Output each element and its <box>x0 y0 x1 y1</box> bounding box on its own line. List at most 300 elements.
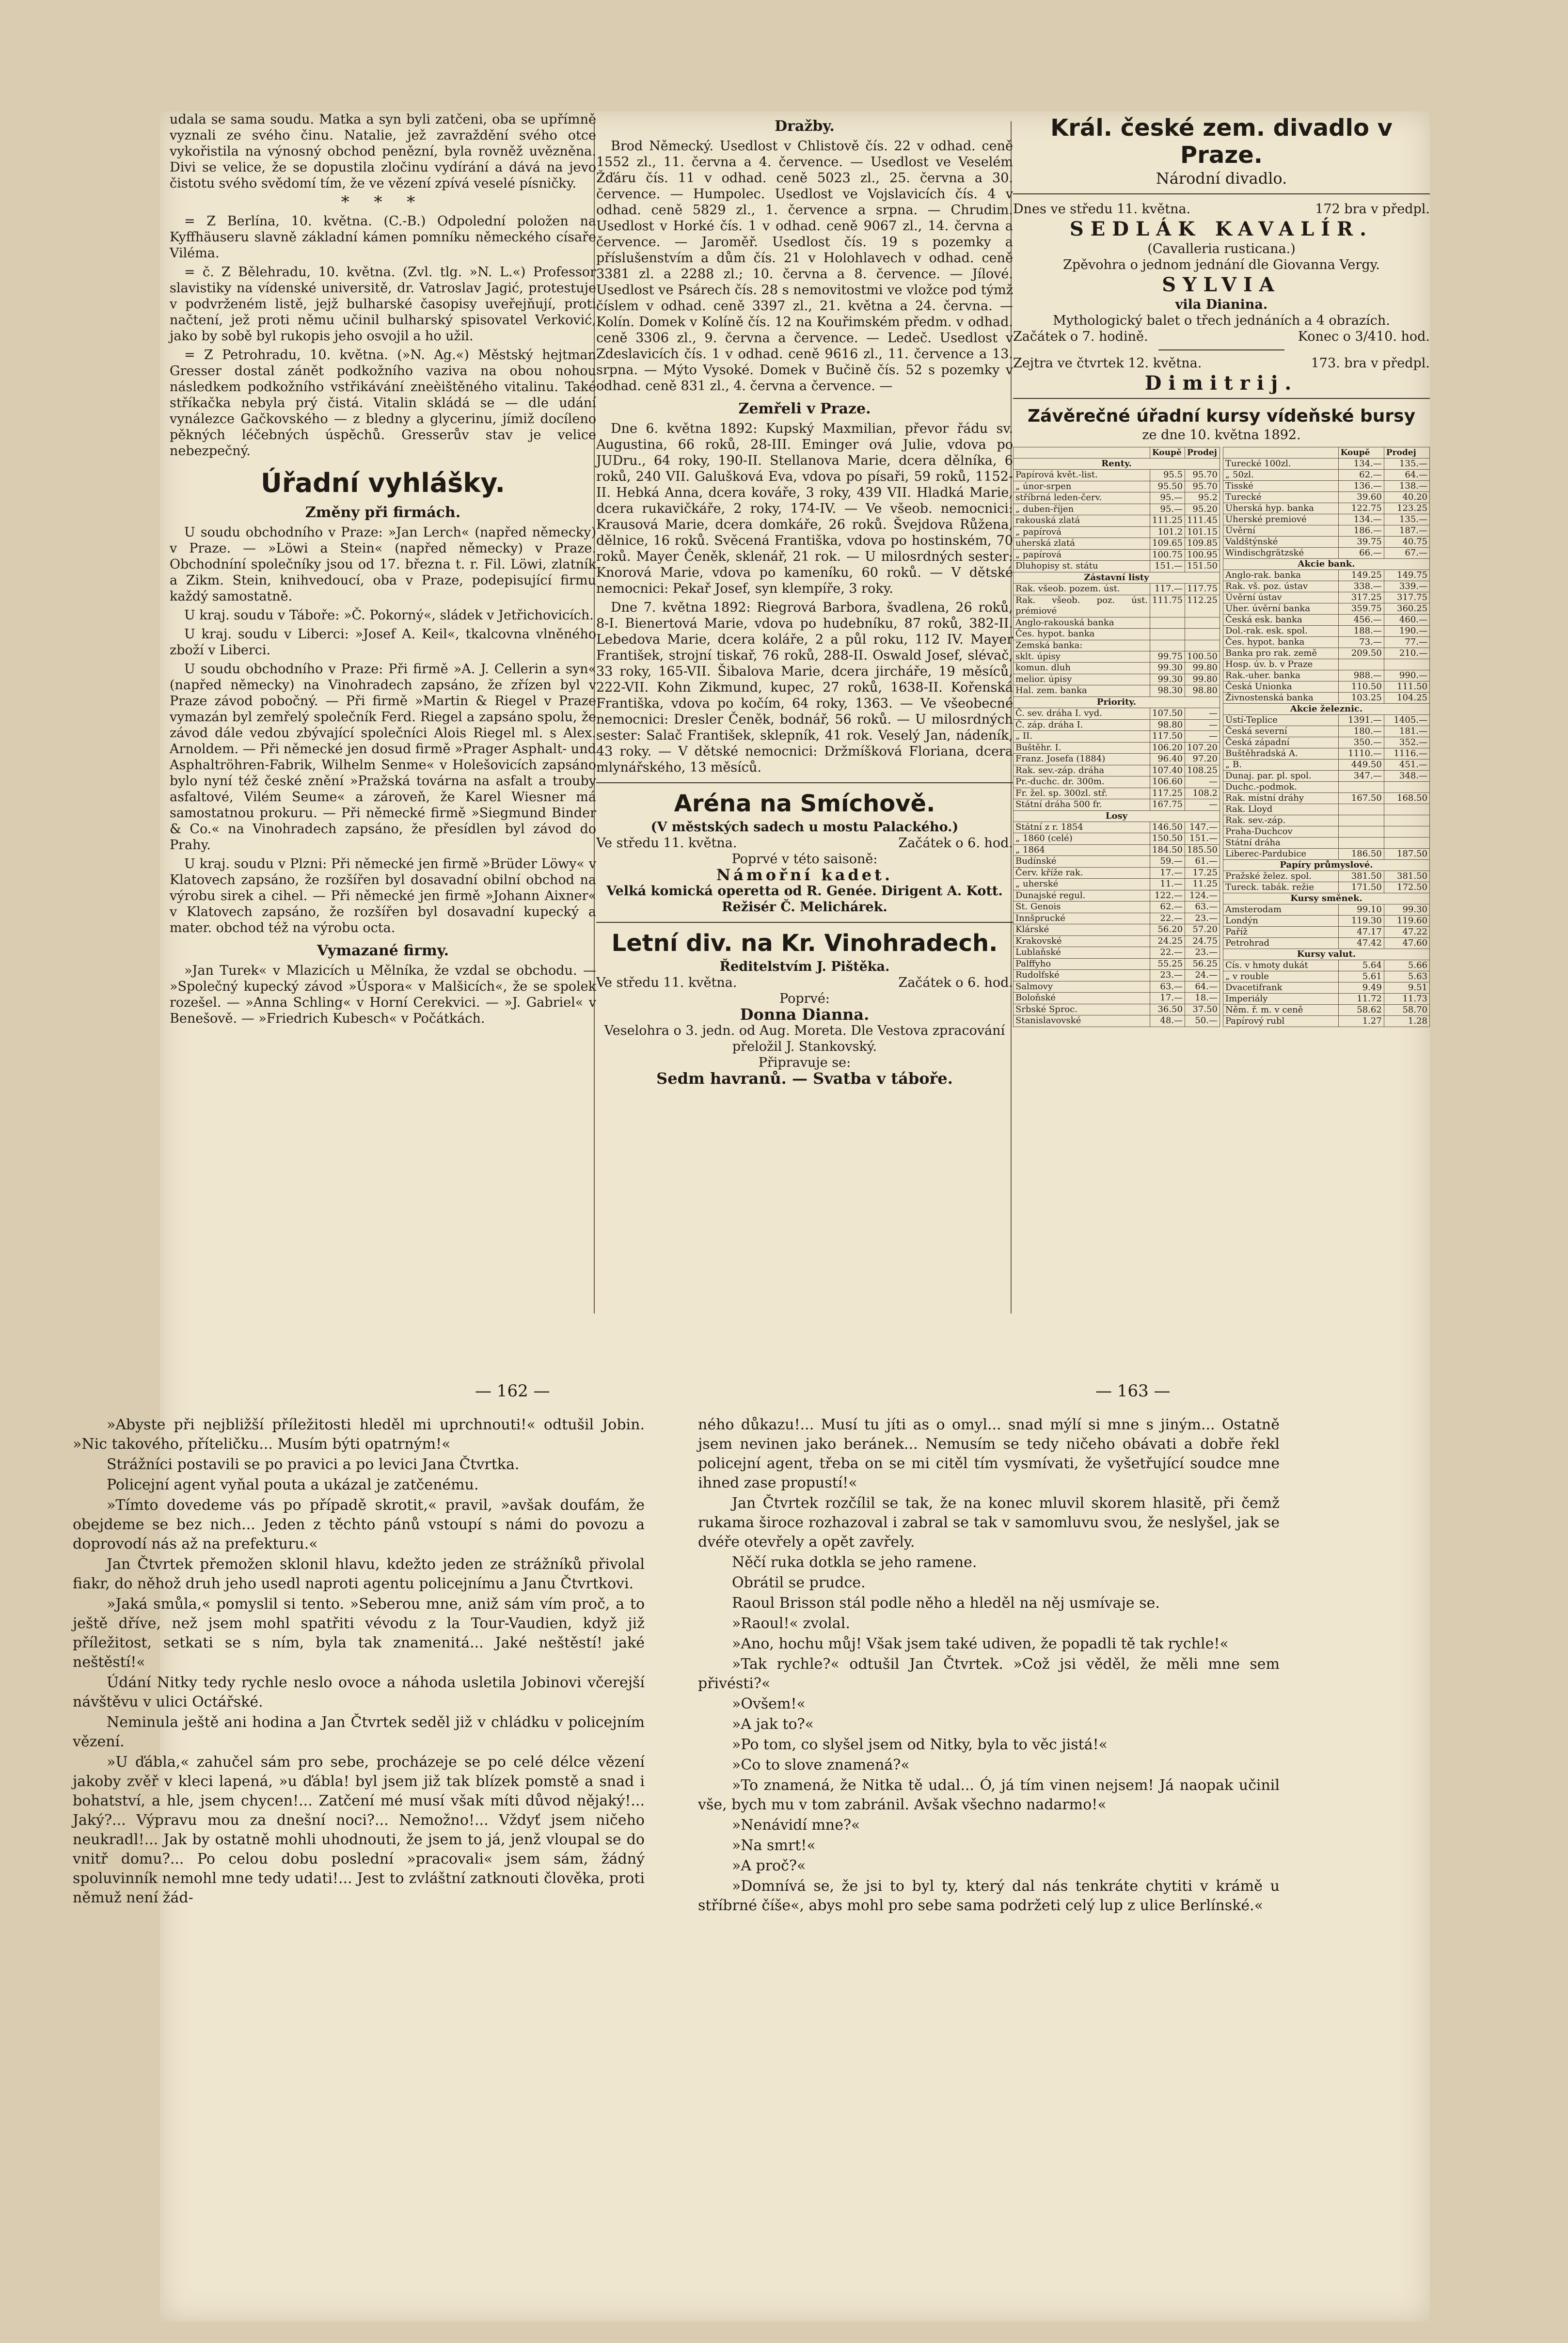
bourse-buy-price: 1110.— <box>1338 748 1384 760</box>
novel-paragraph: »Jaká smůla,« pomyslil si tento. »Seberou mne, aniž sám vím proč, a to ještě dříve, než jsem mohl spatřiti vévodu z la Tour-Vaudien, když již příležitost, setkati se s ním, byla tak znamenitá... Jaké neštěstí! jaké neštěstí!« <box>73 1596 645 1671</box>
bourse-sell-price: 168.50 <box>1384 793 1429 804</box>
bourse-buy-price: 39.60 <box>1338 492 1384 503</box>
news-item-petrograd: = Z Petrohradu, 10. května. (»N. Ag.«) Městský hejtman Gresser dostal zánět podkožního vaziva na obou nohou následkem podkožního vstřikávání zneèištěného vitalinu. Také stříkačka nebyla prý čistá. Vitalin skládá se — dle udání vynálezce Gačkovského — z bledny a glycerinu, jímiž docíleno pěkných léčebných úspěchů. Gresserův stav je velice nebezpečný. <box>170 348 596 459</box>
bourse-buy-price: 100.75 <box>1150 549 1185 560</box>
bourse-buy-price: 22.— <box>1150 913 1185 924</box>
bourse-security-name: Pr.-duchc. dr. 300m. <box>1014 776 1150 788</box>
bourse-table-left <box>1013 447 1220 1027</box>
bourse-buy-price: 119.30 <box>1338 916 1384 927</box>
novel-paragraph: »Ano, hochu můj! Však jsem také udiven, že popadli tě tak rychle!« <box>732 1635 1229 1652</box>
bourse-row <box>1223 804 1430 815</box>
bourse-row <box>1223 681 1430 693</box>
bourse-security-name: Státní dráha 500 fr. <box>1014 799 1150 810</box>
bourse-security-name: „ II. <box>1014 731 1150 742</box>
today-performance: 172 bra v předpl. <box>1315 202 1430 217</box>
page-number-left: — 162 — <box>475 1381 550 1401</box>
bourse-buy-price: 17.— <box>1150 867 1185 878</box>
bourse-security-name: Boloňské <box>1014 993 1150 1004</box>
bourse-security-name: Dunajské regul. <box>1014 890 1150 901</box>
bourse-row <box>1014 492 1220 504</box>
bourse-buy-price <box>1150 629 1185 640</box>
section-separator: * * * <box>341 192 425 212</box>
bourse-sell-price: 990.— <box>1384 670 1429 681</box>
bourse-row <box>1014 481 1220 492</box>
bourse-buy-price: 101.2 <box>1150 526 1185 538</box>
bourse-buy-price: 111.25 <box>1150 515 1185 526</box>
bourse-security-name: Fr. žel. sp. 300zl. stř. <box>1014 788 1150 799</box>
bourse-security-name: Praha-Duchcov <box>1223 826 1339 838</box>
bourse-buy-price: 106.60 <box>1150 776 1185 788</box>
arena-subtitle: (V městských sadech u mostu Palackého.) <box>650 820 959 835</box>
bourse-security-name: Anglo-rak. banka <box>1223 570 1339 581</box>
bourse-row <box>1223 982 1430 994</box>
bourse-sell-price: 58.70 <box>1384 1005 1429 1016</box>
bourse-security-name: „ uherské <box>1014 879 1150 890</box>
bourse-row <box>1223 994 1430 1005</box>
bourse-row <box>1014 867 1220 878</box>
bourse-row <box>1223 838 1430 849</box>
bourse-security-name: Živnostenská banka <box>1223 693 1339 704</box>
bourse-row <box>1014 640 1220 651</box>
bourse-security-name: Franz. Josefa (1884) <box>1014 754 1150 765</box>
bourse-buy-price: 24.25 <box>1150 935 1185 947</box>
bourse-buy-price: 449.50 <box>1338 760 1384 771</box>
novel-paragraph: »Ovšem!« <box>732 1695 806 1712</box>
bourse-buy-price: 317.25 <box>1338 592 1384 603</box>
bourse-security-name: Červ. kříže rak. <box>1014 867 1150 878</box>
bourse-row <box>1014 470 1220 481</box>
auctions-text: Brod Německý. Usedlost v Chlistově čís. 22 v odhad. ceně 1552 zl., 11. června a 4. července. — Usedlost ve Veselém Žďáru čís. 11 v odhad. ceně 5023 zl., 25. června a 30. července. — Humpolec. Usedlost ve Vojslavicích čís. 4 v odhad. ceně 5829 zl., 1. července a srpna. — Chrudim. Usedlost v Horké čís. 1 v odhad. ceně 9067 zl., 14. června a července. — Jaroměř. Usedlost čís. 19 s pozemky a příslušenstvím a dům čís. 21 v Holohlavech v odhad. ceně 3381 zl. a 2288 zl.; 10. června a 8. července. — Jílové. Usedlost ve Psárech čís. 28 s nemovitostmi ve vložce pod týmž číslem v odhad. ceně 3397 zl., 21. května a 24. června. — Kolín. Domek v Kolíně čís. 12 na Kouřimském předm. v odhad. ceně 3306 zl., 9. června a července. — Ledeč. Usedlost v Zdeslavicích čís. 1 v odhad. ceně 9616 zl., 11. července a 13. srpna. — Mýto Vysoké. Domek v Bučině čís. 52 s pozemky v odhad. ceně 831 zl., 4. června a července. — <box>596 139 1013 394</box>
bourse-security-name: „ v rouble <box>1223 971 1339 982</box>
novel-paragraph: Jan Čtvrtek rozčílil se tak, že na konec mluvil skorem hlasitě, při čemž rukama široce rozhazoval i zabral se tak v samomluvu svou, že neslyšel, jak se dvéře otevřely a opět zavřely. <box>698 1495 1280 1551</box>
bourse-row <box>1014 584 1220 595</box>
bourse-category-row <box>1223 860 1430 871</box>
bourse-row <box>1223 615 1430 626</box>
bourse-sell-price: 187.50 <box>1384 849 1429 860</box>
bourse-row <box>1014 844 1220 855</box>
bourse-security-name: Klárské <box>1014 924 1150 935</box>
bourse-sell-price: 99.80 <box>1185 663 1220 674</box>
firm-change-item: U kraj. soudu v Plzni: Při německé jen firmě »Brüder Löwy« v Klatovech zapsáno, že rozšířen byl dosavadní obilní obchod na výrobu sirek a cihel. — Při německé jen firmě »Johann Aixner« v Klatovech zapsáno, že rozšířen byl dosavadní kupecký a mater. obchod též na výrobu octa. <box>170 856 596 935</box>
bourse-row <box>1014 833 1220 844</box>
bourse-security-name: Innšprucké <box>1014 913 1150 924</box>
bourse-category-row <box>1223 704 1430 715</box>
bourse-row <box>1014 754 1220 765</box>
arena-schedule <box>596 835 1013 851</box>
times-line <box>1013 329 1430 345</box>
bourse-row <box>1014 799 1220 810</box>
bourse-sell-price: 23.— <box>1185 913 1220 924</box>
bourse-buy-price: 59.— <box>1150 856 1185 867</box>
bourse-row <box>1223 715 1430 726</box>
header-sell: Prodej <box>1384 447 1429 459</box>
bourse-security-name: Úvěrní ústav <box>1223 592 1339 603</box>
bourse-buy-price: 188.— <box>1338 626 1384 637</box>
bourse-sell-price: 11.73 <box>1384 994 1429 1005</box>
bourse-buy-price: 98.80 <box>1150 719 1185 730</box>
summer-theatre-premiere-label: Poprvé: <box>779 991 830 1006</box>
bourse-row <box>1223 670 1430 681</box>
bourse-row <box>1223 815 1430 826</box>
novel-paragraph: »U ďábla,« zahučel sám pro sebe, procházeje se po celé délce vězení jakoby zvěř v kleci lapená, »u ďábla! byl jsem již tak blízek pomstě a snad i bohatství, a hle, jsem chycen!... Zatčení mé musí však míti důvod nějaký!... Jaký?... Výpravu mou za dnešní noci?... Nemožno!... Vždyť jsem ničeho neukradl!... Jak by ostatně mohli uhodnouti, že jsem to já, jenž vloupal se do vnitř domu?... Po celou dobu poslední »pracovali« jsem sám, žádný spoluvinník nemohl mne tedy udati!... Jest to zvláštní zatknouti člověka, proti němuž není žád- <box>73 1754 645 1906</box>
bourse-buy-price: 180.— <box>1338 726 1384 737</box>
novel-paragraph: »A proč?« <box>732 1857 806 1874</box>
bourse-row <box>1223 648 1430 659</box>
bourse-sell-price: 117.75 <box>1185 584 1220 595</box>
novel-paragraph: »Tímto dovedeme vás po případě skrotit,« pravil, »avšak doufám, že obejdeme se bez nich... Jeden z těchto pánů vstoupí s námi do povozu a doprovodí nás až na prefekturu.« <box>73 1497 645 1552</box>
bourse-row <box>1014 504 1220 515</box>
bourse-security-name: Rak. sev.-záp. <box>1223 815 1339 826</box>
bourse-sell-price: — <box>1185 731 1220 742</box>
bourse-security-name: Duchc.-podmok. <box>1223 782 1339 793</box>
bourse-buy-price: 149.25 <box>1338 570 1384 581</box>
bourse-security-name: Česká Unionka <box>1223 681 1339 693</box>
bourse-security-name: Lublaňské <box>1014 947 1150 958</box>
bourse-row <box>1223 748 1430 760</box>
bourse-buy-price: 146.50 <box>1150 822 1185 833</box>
bourse-tables <box>1013 443 1430 1027</box>
play-title: SEDLÁK KAVALÍR. <box>1069 218 1374 240</box>
bourse-security-name: Rak. sev.-záp. dráha <box>1014 765 1150 776</box>
bourse-sell-price: 77.— <box>1384 637 1429 648</box>
bourse-security-name: Státní dráha <box>1223 838 1339 849</box>
bourse-buy-price: 136.— <box>1338 481 1384 492</box>
bourse-sell-price: 187.— <box>1384 525 1429 537</box>
bourse-security-name: melior. úpisy <box>1014 674 1150 685</box>
divider <box>1013 398 1430 399</box>
bourse-row <box>1223 603 1430 615</box>
bourse-sell-price: 47.60 <box>1384 938 1429 949</box>
bourse-sell-price: 97.20 <box>1185 754 1220 765</box>
novel-page-left <box>73 1415 645 1909</box>
bourse-sell-price: 67.— <box>1384 548 1429 559</box>
bourse-row <box>1014 674 1220 685</box>
bourse-sell-price: 210.— <box>1384 648 1429 659</box>
header-blank <box>1223 447 1339 459</box>
bourse-sell-price: 47.22 <box>1384 927 1429 938</box>
bourse-sell-price: 135.— <box>1384 514 1429 525</box>
novel-page-right <box>698 1415 1280 1916</box>
bourse-security-name: Paříž <box>1223 927 1339 938</box>
bourse-buy-price: 23.— <box>1150 970 1185 981</box>
bourse-row <box>1014 958 1220 969</box>
bourse-buy-price: 95.— <box>1150 504 1185 515</box>
summer-theatre-upcoming: Sedm havranů. — Svatba v táboře. <box>656 1069 953 1088</box>
bourse-row <box>1014 685 1220 697</box>
bourse-sell-price: 95.70 <box>1185 481 1220 492</box>
bourse-security-name: Turecké <box>1223 492 1339 503</box>
bourse-sell-price: 9.51 <box>1384 982 1429 994</box>
bourse-buy-price: 56.20 <box>1150 924 1185 935</box>
today-line <box>1013 201 1430 217</box>
bourse-row <box>1223 481 1430 492</box>
bourse-security-name: Úvěrní <box>1223 525 1339 537</box>
bourse-buy-price: 150.50 <box>1150 833 1185 844</box>
bourse-buy-price: 107.40 <box>1150 765 1185 776</box>
bourse-buy-price: 184.50 <box>1150 844 1185 855</box>
arena-premiere-label: Poprvé v této saisoně: <box>731 852 878 867</box>
bourse-sell-price <box>1384 838 1429 849</box>
deaths-may-6: Dne 6. května 1892: Kupský Maxmilian, převor řádu sv. Augustina, 66 roků, 28-III. Eminger ová Julie, vdova po JUDru., 64 roky, 190-II. Stellanova Marie, dcera dělníka, 6 roků, 240 VII. Galušková Eva, vdova po písaři, 59 roků, 1152-II. Hebká Anna, dcera kováře, 3 roky, 439 VII. Hladká Marie, dcera rukavičkáře, 2 roky, 174-IV. — Ve všeob. nemocnici: Krausová Marie, dcera domkáře, 26 roků. Švejdova Růžena, dělnice, 16 roků. Svěcená Františka, vdova po hostinském, 70 roků. Mayer Čeněk, sklenář, 21 rok. — U milosrdných sester: Knorová Marie, vdova po kameníku, 60 roků. — V dětské nemocnici: Pekař Josef, syn klempíře, 3 roky. <box>596 421 1013 596</box>
bourse-security-name: Tureck. tabák. režie <box>1223 882 1339 893</box>
bourse-buy-price <box>1338 815 1384 826</box>
bourse-buy-price: 209.50 <box>1338 648 1384 659</box>
bourse-security-name: „ 50zl. <box>1223 470 1339 481</box>
bourse-buy-price: 62.— <box>1338 470 1384 481</box>
news-item-berlin: = Z Berlína, 10. května. (C.-B.) Odpolední položen na Kyffhäuseru slavně základní kámen pomníku německého císaře Viléma. <box>170 214 596 261</box>
bourse-sell-price <box>1384 815 1429 826</box>
bourse-sell-price: 111.50 <box>1384 681 1429 693</box>
bourse-category-row <box>1014 697 1220 708</box>
bourse-security-name: Londýn <box>1223 916 1339 927</box>
novel-paragraph: »Na smrt!« <box>732 1837 816 1854</box>
bourse-row <box>1223 503 1430 514</box>
header-blank <box>1014 447 1150 459</box>
novel-paragraph: »Nenávidí mne?« <box>732 1817 860 1834</box>
column-right <box>1013 111 1430 1027</box>
bourse-buy-price: 456.— <box>1338 615 1384 626</box>
newspaper-sheet <box>160 111 1430 2322</box>
bourse-sell-price: 149.75 <box>1384 570 1429 581</box>
bourse-buy-price: 167.50 <box>1338 793 1384 804</box>
bourse-buy-price: 134.— <box>1338 514 1384 525</box>
firm-change-item: U soudu obchodního v Praze: »Jan Lerch« (napřed německy) v Praze. — »Löwi a Stein« (napřed německy) v Praze. Obchodníní společníky jsou od 17. března t. r. Fil. Löwi, zlatník a Zikm. Stein, knihvedoucí, oba v Praze, podepisující firmu každý samostatně. <box>170 525 596 604</box>
bourse-buy-price: 338.— <box>1338 581 1384 592</box>
bourse-buy-price: 117.25 <box>1150 788 1185 799</box>
bourse-security-name: Papírová květ.-list. <box>1014 470 1150 481</box>
arena-start: Začátek o 6. hod. <box>898 836 1013 851</box>
bourse-security-name: Česká západní <box>1223 737 1339 748</box>
tomorrow-line <box>1013 355 1430 371</box>
bourse-category: Akcie železnic. <box>1223 704 1430 715</box>
bourse-sell-price: 100.50 <box>1185 651 1220 662</box>
start-time: Začátek o 7. hodině. <box>1013 329 1148 344</box>
bourse-sell-price: 138.— <box>1384 481 1429 492</box>
bourse-buy-price: 5.61 <box>1338 971 1384 982</box>
bourse-buy-price: 58.62 <box>1338 1005 1384 1016</box>
bourse-sell-price: 360.25 <box>1384 603 1429 615</box>
bourse-buy-price: 39.75 <box>1338 537 1384 548</box>
bourse-sell-price: 50.— <box>1185 1015 1220 1027</box>
summer-theatre-description: Veselohra o 3. jedn. od Aug. Moreta. Dle Vestova zpracování přeložil J. Stankovský. <box>604 1023 1005 1054</box>
novel-paragraph: Raoul Brisson stál podle něho a hleděl na něj usmívaje se. <box>732 1595 1160 1612</box>
bourse-sell-price: 64.— <box>1384 470 1429 481</box>
summer-theatre-prep-label: Připravuje se: <box>758 1055 851 1070</box>
bourse-category-row <box>1014 572 1220 583</box>
bourse-security-name: Dvacetifrank <box>1223 982 1339 994</box>
bourse-security-name: Rak. všeob. poz. úst. prémiové <box>1014 595 1150 617</box>
bourse-row <box>1223 737 1430 748</box>
bourse-row <box>1014 1004 1220 1015</box>
bourse-security-name: Banka pro rak. země <box>1223 648 1339 659</box>
bourse-buy-price: 5.64 <box>1338 960 1384 971</box>
bourse-sell-price: 451.— <box>1384 760 1429 771</box>
bourse-buy-price: 110.50 <box>1338 681 1384 693</box>
bourse-row <box>1014 947 1220 958</box>
bourse-sell-price: 181.— <box>1384 726 1429 737</box>
bourse-sell-price: 99.80 <box>1185 674 1220 685</box>
novel-paragraph: »Co to slove znamená?« <box>732 1757 910 1773</box>
bourse-row <box>1014 913 1220 924</box>
bourse-sell-price: 98.80 <box>1185 685 1220 697</box>
bourse-security-name: „ 1860 (celé) <box>1014 833 1150 844</box>
bourse-row <box>1014 595 1220 617</box>
bourse-sell-price: 111.45 <box>1185 515 1220 526</box>
bourse-row <box>1223 971 1430 982</box>
bourse-buy-price <box>1150 640 1185 651</box>
arena-title: Aréna na Smíchově. <box>674 790 935 817</box>
bourse-category-row <box>1014 459 1220 470</box>
bourse-security-name: Budínské <box>1014 856 1150 867</box>
bourse-category-row <box>1014 810 1220 822</box>
novel-paragraph: »Po tom, co slyšel jsem od Nitky, byla to věc jistá!« <box>732 1736 1108 1753</box>
bourse-sell-price: — <box>1185 799 1220 810</box>
bourse-buy-price: 1391.— <box>1338 715 1384 726</box>
bourse-buy-price: 11.72 <box>1338 994 1384 1005</box>
play-description: Zpěvohra o jednom jednání dle Giovanna Vergy. <box>1063 257 1380 272</box>
bourse-sell-price: 109.85 <box>1185 538 1220 549</box>
novel-paragraph: ného důkazu!... Musí tu jíti as o omyl... snad mýlí si mne s jiným... Ostatně jsem nevinen jako beránek... Nemusím se tedy ničeho obávati a dobře řekl policejní agent, třeba on se mi citěl tím vysmívati, že vyšetřující soudce mne ihned zase propustí!« <box>698 1416 1280 1491</box>
bourse-buy-price: 63.— <box>1150 981 1185 992</box>
bourse-sell-price: 352.— <box>1384 737 1429 748</box>
bourse-row <box>1014 617 1220 628</box>
bourse-buy-price: 62.— <box>1150 902 1185 913</box>
bourse-buy-price: 122.75 <box>1338 503 1384 514</box>
bourse-row <box>1223 693 1430 704</box>
bourse-row <box>1014 981 1220 992</box>
bourse-security-name: „ duben-říjen <box>1014 504 1150 515</box>
novel-paragraph: Něčí ruka dotkla se jeho ramene. <box>732 1554 977 1571</box>
bourse-row <box>1014 993 1220 1004</box>
bourse-row <box>1014 765 1220 776</box>
end-time: Konec o 3/410. hod. <box>1298 329 1430 344</box>
bourse-buy-price <box>1338 659 1384 670</box>
bourse-sell-price: 23.— <box>1185 947 1220 958</box>
bourse-category: Losy <box>1014 810 1220 822</box>
bourse-sell-price: 5.66 <box>1384 960 1429 971</box>
bourse-row <box>1223 726 1430 737</box>
bourse-row <box>1014 549 1220 560</box>
bourse-sell-price <box>1185 629 1220 640</box>
bourse-security-name: St. Genois <box>1014 902 1150 913</box>
bourse-sell-price: 185.50 <box>1185 844 1220 855</box>
bourse-security-name: Windischgrätzské <box>1223 548 1339 559</box>
bourse-row <box>1223 871 1430 882</box>
play-subtitle: (Cavalleria rusticana.) <box>1147 241 1296 256</box>
column-left <box>170 111 596 1029</box>
bourse-row <box>1014 788 1220 799</box>
bourse-buy-price <box>1338 804 1384 815</box>
bourse-security-name: Rak. všeob. pozem. úst. <box>1014 584 1150 595</box>
bourse-sell-price: 64.— <box>1185 981 1220 992</box>
bourse-row <box>1223 927 1430 938</box>
subheading-changes: Změny při firmách. <box>305 504 461 521</box>
bourse-sell-price: 339.— <box>1384 581 1429 592</box>
bourse-row <box>1014 731 1220 742</box>
bourse-security-name: Cís. v hmoty dukát <box>1223 960 1339 971</box>
bourse-sell-price: — <box>1185 708 1220 719</box>
bourse-row <box>1223 548 1430 559</box>
bourse-buy-price: 96.40 <box>1150 754 1185 765</box>
bourse-row <box>1014 879 1220 890</box>
divider <box>1158 349 1284 350</box>
theatre-title: Král. české zem. divadlo v Praze. <box>1050 114 1393 169</box>
bourse-security-name: sklt. úpisy <box>1014 651 1150 662</box>
bourse-buy-price: 186.— <box>1338 525 1384 537</box>
novel-paragraph: Policejní agent vyňal pouta a ukázal je zatčenému. <box>107 1476 479 1493</box>
bourse-sell-price: 24.75 <box>1185 935 1220 947</box>
bourse-security-name: Stanislavovské <box>1014 1015 1150 1027</box>
bourse-row <box>1014 970 1220 981</box>
bourse-buy-price: 117.50 <box>1150 731 1185 742</box>
bourse-sell-price: 95.20 <box>1185 504 1220 515</box>
bourse-sell-price: 190.— <box>1384 626 1429 637</box>
bourse-sell-price: 99.30 <box>1384 904 1429 916</box>
bourse-sell-price: 63.— <box>1185 902 1220 913</box>
novel-paragraph: »To znamená, že Nitka tě udal... Ó, já tím vinen nejsem! Já naopak učinil vše, bych mu v tom zabránil. Avšak všechno nadarmo!« <box>698 1777 1280 1813</box>
bourse-security-name: Rak.-uher. banka <box>1223 670 1339 681</box>
bourse-sell-price: 107.20 <box>1185 742 1220 753</box>
bourse-sell-price: 24.— <box>1185 970 1220 981</box>
bourse-security-name: Něm. ř. m. v ceně <box>1223 1005 1339 1016</box>
bourse-security-name: Č. sev. dráha I. vyd. <box>1014 708 1150 719</box>
bourse-category: Zástavní listy <box>1014 572 1220 583</box>
bourse-row <box>1223 849 1430 860</box>
novel-paragraph: »Raoul!« zvolal. <box>732 1615 850 1632</box>
firm-change-item: U kraj. soudu v Táboře: »Č. Pokorný«, sládek v Jetřichovicích. <box>184 608 594 623</box>
firm-change-item: U soudu obchodního v Praze: Při firmě »A. J. Cellerin a syn« (napřed německy) na Vinohradech zapsáno, že zřízen byl v Praze závod pobočný. — Při firmě »Martin & Riegel v Praze vymazán byl zemřelý společník Ferd. Riegel a zapsáno spolu, že závod dále vedou zbývající společníci Alois Riegel ml. s Alex. Arnoldem. — Při německé jen dosud firmě »Prager Asphalt- und Asphaltröhren-Fabrik, Wilhelm Senme« v Holešovicích zapsáno bylo nyní též české znění »Pražská továrna na asfalt a trouby asfaltové, Vilém Seume« a zároveň, že Karel Wiesner má samostatnou prokuru. — Při německé firmě »Siegmund Binder & Co.« na Vinohradech zapsáno, že přesídlen byl závod do Prahy. <box>170 662 596 853</box>
bourse-category: Akcie bank. <box>1223 559 1430 570</box>
bourse-security-name: Imperiály <box>1223 994 1339 1005</box>
bourse-row <box>1014 651 1220 662</box>
bourse-category: Kursy směnek. <box>1223 893 1430 904</box>
summer-theatre-title: Letní div. na Kr. Vinohradech. <box>611 930 998 957</box>
bourse-sell-price <box>1185 617 1220 628</box>
bourse-security-name: Buštěhr. I. <box>1014 742 1150 753</box>
bourse-security-name: Zemská banka: <box>1014 640 1150 651</box>
bourse-sell-price: 1405.— <box>1384 715 1429 726</box>
header-buy: Koupě <box>1150 447 1185 459</box>
summer-theatre-schedule <box>596 975 1013 991</box>
bourse-sell-price: 95.70 <box>1185 470 1220 481</box>
bourse-sell-price: 101.15 <box>1185 526 1220 538</box>
bourse-sell-price <box>1384 659 1429 670</box>
bourse-buy-price: 17.— <box>1150 993 1185 1004</box>
bourse-row <box>1014 1015 1220 1027</box>
bourse-row <box>1014 719 1220 730</box>
bourse-security-name: Turecké 100zl. <box>1223 459 1339 470</box>
bourse-security-name: „ 1864 <box>1014 844 1150 855</box>
bourse-sell-price: 124.— <box>1185 890 1220 901</box>
bourse-security-name: Valdštýnské <box>1223 537 1339 548</box>
novel-paragraph: Obrátil se prudce. <box>732 1574 866 1591</box>
bourse-category: Priority. <box>1014 697 1220 708</box>
bourse-row <box>1014 538 1220 549</box>
bourse-buy-price: 106.20 <box>1150 742 1185 753</box>
bourse-row <box>1014 742 1220 753</box>
bourse-buy-price: 134.— <box>1338 459 1384 470</box>
bourse-row <box>1223 904 1430 916</box>
bourse-sell-price <box>1185 640 1220 651</box>
bourse-row <box>1014 856 1220 867</box>
bourse-buy-price <box>1338 782 1384 793</box>
bourse-sell-price: 108.2 <box>1185 788 1220 799</box>
deleted-firms: »Jan Turek« v Mlazicích u Mělníka, že vzdal se obchodu. — »Společný kupecký závod »Úspora« v Malšicích«, že se spolek rozešel. — »Anna Schling« v Horní Cerekvici. — »J. Gabriel« v Benešově. — »Friedrich Kubesch« v Počátkách. <box>170 963 596 1026</box>
bourse-row <box>1223 637 1430 648</box>
bourse-buy-price: 73.— <box>1338 637 1384 648</box>
bourse-buy-price: 359.75 <box>1338 603 1384 615</box>
bourse-row <box>1014 776 1220 788</box>
